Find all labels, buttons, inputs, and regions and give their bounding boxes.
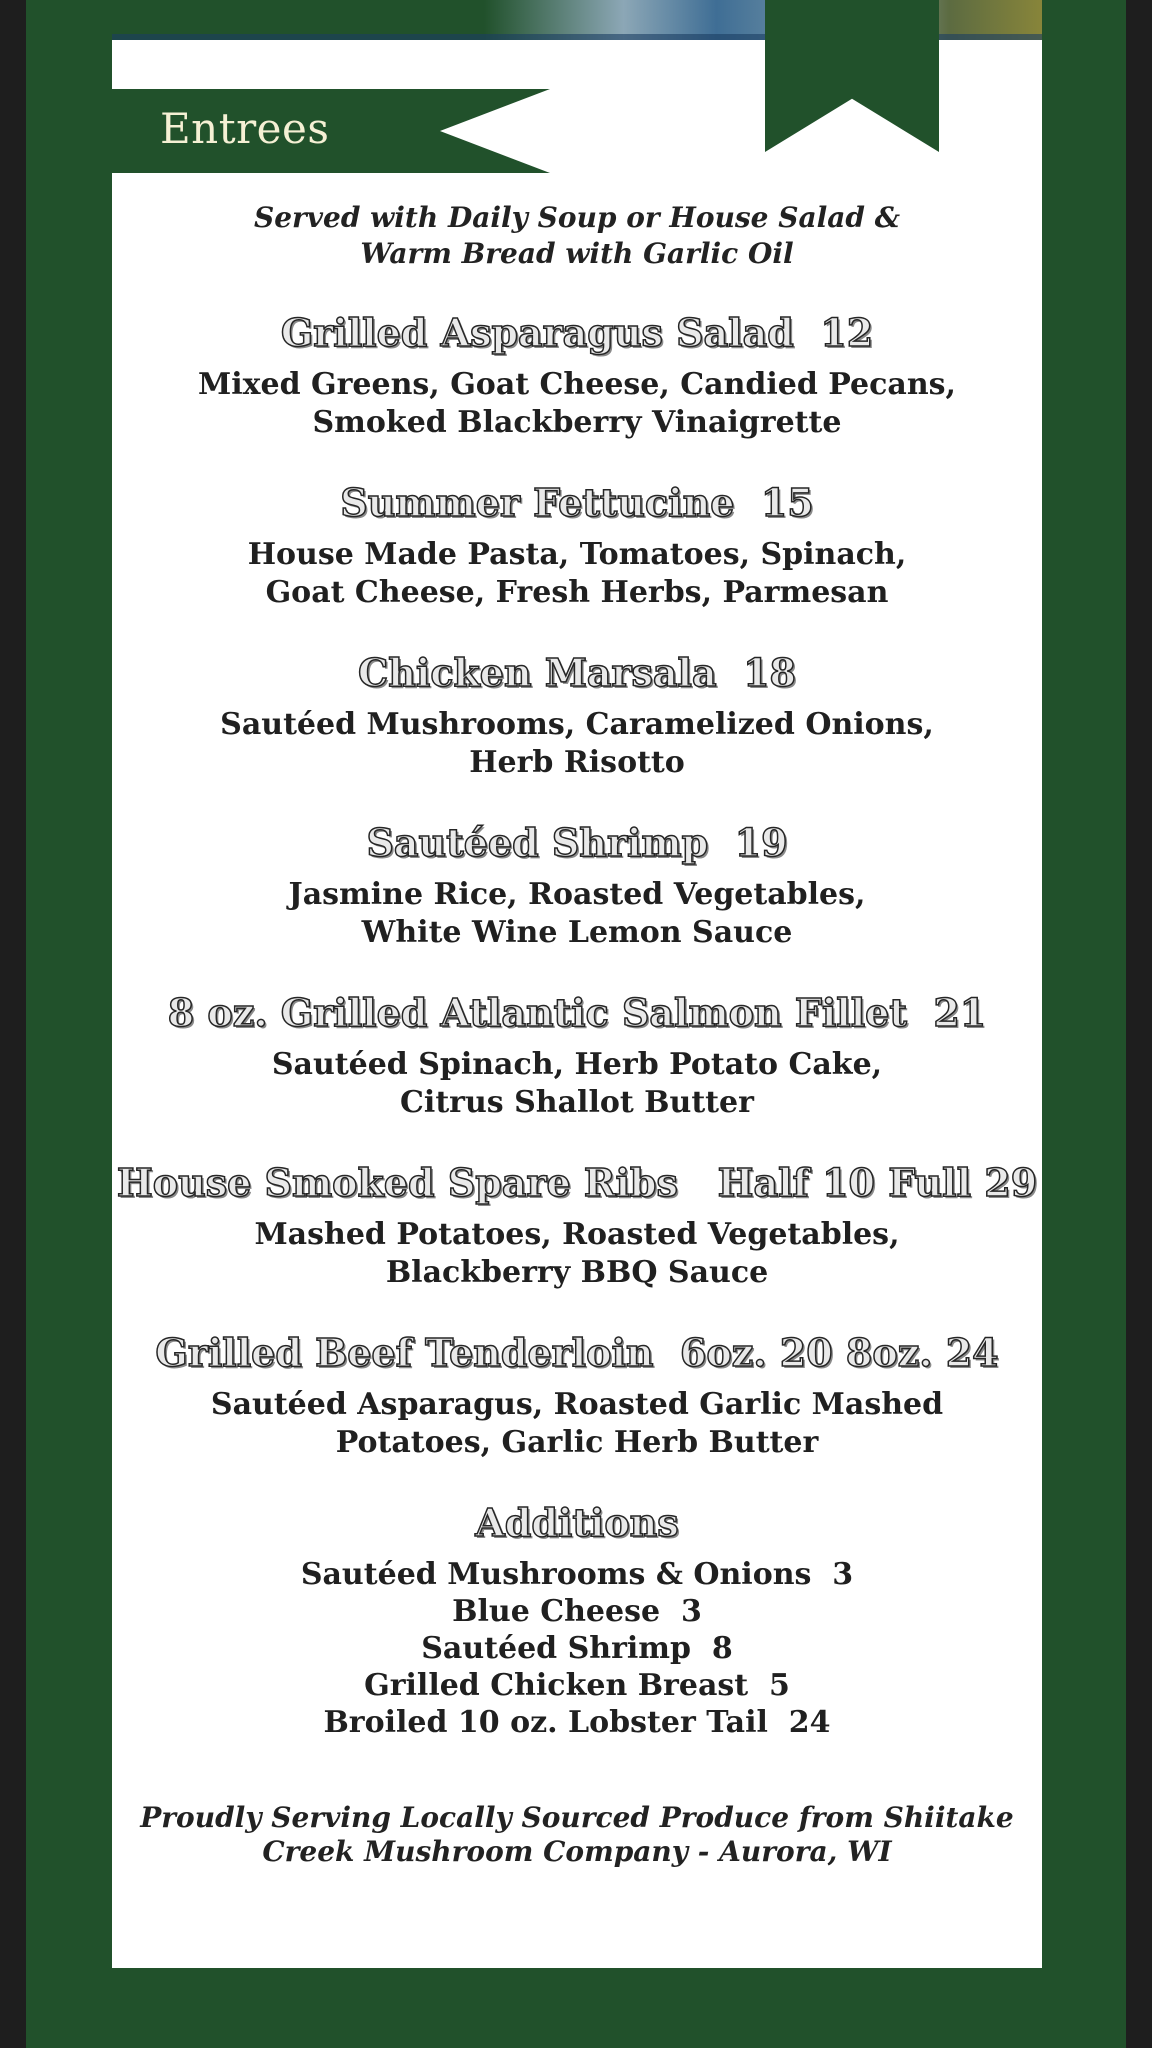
intro-text [112, 200, 1042, 272]
addition-item: Sautéed Mushrooms & Onions 3 [300, 1557, 854, 1592]
menu-item-desc-line-2: Blackberry BBQ Sauce [385, 1255, 769, 1290]
menu-item-desc-line-1: Sautéed Spinach, Herb Potato Cake, [271, 1047, 883, 1082]
menu-item-desc-line-2: Herb Risotto [469, 745, 685, 780]
menu-item [112, 1160, 1042, 1292]
menu-item-title: Summer Fettucine 15 [340, 480, 814, 525]
additions-title: Additions [475, 1500, 679, 1545]
additions-section [112, 1500, 1042, 1741]
menu-item-title: 8 oz. Grilled Atlantic Salmon Fillet 21 [167, 990, 987, 1035]
menu-item-desc-line-2: Potatoes, Garlic Herb Butter [335, 1425, 819, 1460]
left-border [0, 0, 26, 2048]
additions-list [112, 1556, 1042, 1741]
menu-item-title: House Smoked Spare Ribs Half 10 Full 29 [116, 1160, 1038, 1205]
right-border [1126, 0, 1152, 2048]
section-title: Entrees [160, 104, 330, 153]
menu-item-desc-line-2: Smoked Blackberry Vinaigrette [312, 405, 842, 440]
menu-item [112, 480, 1042, 612]
menu-item [112, 650, 1042, 782]
menu-item-desc-line-2: White Wine Lemon Sauce [361, 915, 793, 950]
addition-item: Sautéed Shrimp 8 [421, 1631, 733, 1666]
addition-item: Broiled 10 oz. Lobster Tail 24 [323, 1705, 831, 1740]
menu-item-desc-line-1: Sautéed Asparagus, Roasted Garlic Mashed [210, 1387, 944, 1422]
menu-item-desc-line-1: Sautéed Mushrooms, Caramelized Onions, [220, 707, 934, 742]
menu-item-desc-line-2: Goat Cheese, Fresh Herbs, Parmesan [265, 575, 889, 610]
menu-item [112, 310, 1042, 442]
menu-item-desc-line-1: Mashed Potatoes, Roasted Vegetables, [254, 1217, 900, 1252]
menu-item-title: Sautéed Shrimp 19 [366, 820, 788, 865]
menu-content [112, 200, 1042, 1869]
menu-item-desc-line-1: Jasmine Rice, Roasted Vegetables, [288, 877, 866, 912]
menu-item-desc-line-2: Citrus Shallot Butter [400, 1085, 754, 1120]
menu-item-desc-line-1: Mixed Greens, Goat Cheese, Candied Pecans, [198, 367, 956, 402]
addition-item: Blue Cheese 3 [452, 1594, 702, 1629]
menu-item [112, 820, 1042, 952]
footer-line-1: Proudly Serving Locally Sourced Produce from Shiitake [140, 1801, 1014, 1834]
intro-line-1: Served with Daily Soup or House Salad & [253, 201, 900, 234]
footer-line-2: Creek Mushroom Company - Aurora, WI [262, 1835, 892, 1868]
menu-item [112, 1330, 1042, 1462]
menu-item-desc-line-1: House Made Pasta, Tomatoes, Spinach, [247, 537, 907, 572]
menu-item-title: Grilled Beef Tenderloin 6oz. 20 8oz. 24 [155, 1330, 999, 1375]
menu-item [112, 990, 1042, 1122]
footer-note [112, 1801, 1042, 1869]
intro-line-2: Warm Bread with Garlic Oil [360, 237, 794, 270]
menu-item-title: Chicken Marsala 18 [358, 650, 796, 695]
addition-item: Grilled Chicken Breast 5 [364, 1668, 790, 1703]
menu-item-title: Grilled Asparagus Salad 12 [280, 310, 874, 355]
